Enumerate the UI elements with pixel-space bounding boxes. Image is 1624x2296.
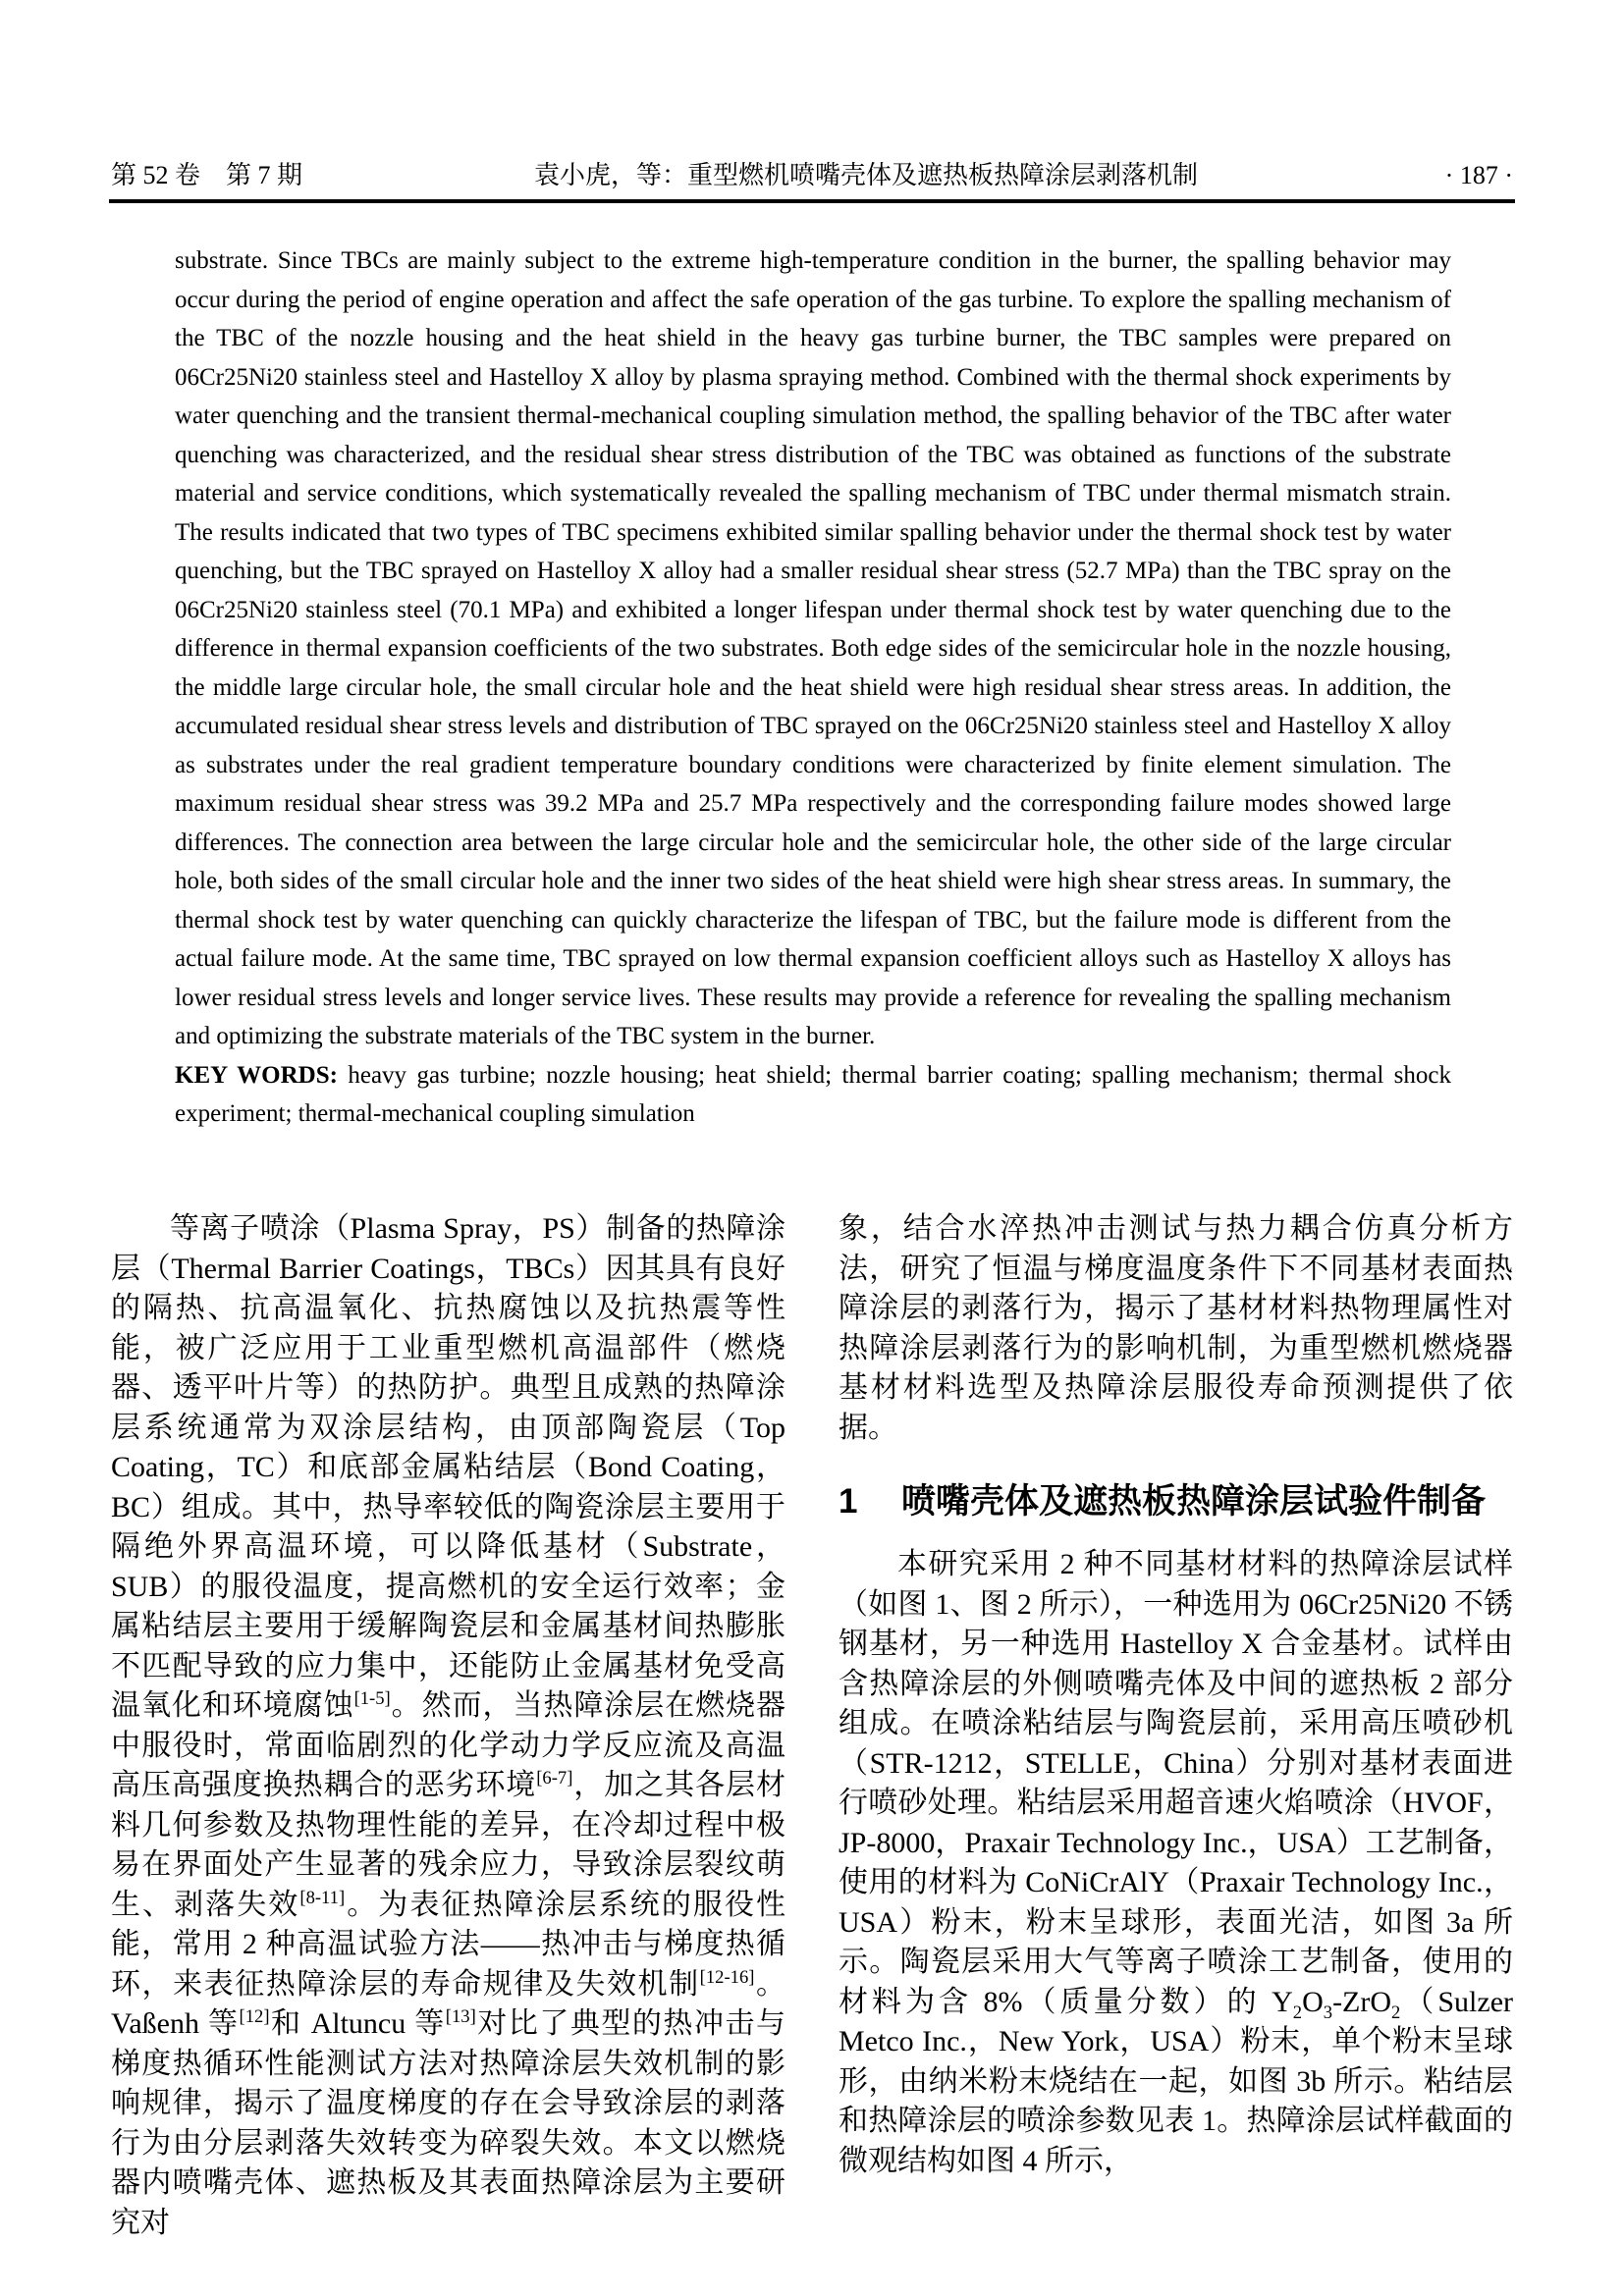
section-1-heading xyxy=(839,1478,1513,1524)
header-page-number: · 187 · xyxy=(1444,161,1513,189)
section-1-number: 1 xyxy=(839,1482,858,1521)
abstract-paragraph: substrate. Since TBCs are mainly subject to the extreme high-temperature condition in the burner, the spalling behavior may occur during the period of engine operation and affect the safe operation of the gas turbine. To explore the spalling mechanism of the TBC of the nozzle housing and the heat shield in the heavy gas turbine burner, the TBC samples were prepared on 06Cr25Ni20 stainless steel and Hastelloy X alloy by plasma spraying method. Combined with the thermal shock experiments by water quenching and the transient thermal-mechanical coupling simulation method, the spalling behavior of the TBC after water quenching was characterized, and the residual shear stress distribution of the TBC was obtained as functions of the substrate material and service conditions, which systematically revealed the spalling mechanism of TBC under thermal mismatch strain. The results indicated that two types of TBC specimens exhibited similar spalling behavior under the thermal shock test by water quenching, but the TBC sprayed on Hastelloy X alloy had a smaller residual shear stress (52.7 MPa) than the TBC spray on the 06Cr25Ni20 stainless steel (70.1 MPa) and exhibited a longer lifespan under thermal shock test by water quenching due to the difference in thermal expansion coefficients of the two substrates. Both edge sides of the semicircular hole in the nozzle housing, the middle large circular hole, the small circular hole and the heat shield were high residual shear stress areas. In addition, the accumulated residual shear stress levels and distribution of TBC sprayed on the 06Cr25Ni20 stainless steel and Hastelloy X alloy as substrates under the real gradient temperature boundary conditions were characterized by finite element simulation. The maximum residual shear stress was 39.2 MPa and 25.7 MPa respectively and the corresponding failure modes showed large differences. The connection area between the large circular hole and the semicircular hole, the other side of the large circular hole, both sides of the small circular hole and the inner two sides of the heat shield were high shear stress areas. In summary, the thermal shock test by water quenching can quickly characterize the lifespan of TBC, but the failure mode is different from the actual failure mode. At the same time, TBC sprayed on low thermal expansion coefficient alloys such as Hastelloy X alloys has lower residual stress levels and longer service lives. These results may provide a reference for revealing the spalling mechanism and optimizing the substrate materials of the TBC system in the burner. xyxy=(175,247,1451,1049)
intro-paragraph-continued: 象，结合水淬热冲击测试与热力耦合仿真分析方法，研究了恒温与梯度温度条件下不同基材表面热障涂层的剥落行为，揭示了基材材料热物理属性对热障涂层剥落行为的影响机制，为重型燃机燃烧器基材材料选型及热障涂层服役寿命预测提供了依据。 xyxy=(839,1212,1513,1444)
two-column-body xyxy=(111,1209,1513,2243)
header-running-title: 袁小虎，等：重型燃机喷嘴壳体及遮热板热障涂层剥落机制 xyxy=(533,161,1198,189)
left-column xyxy=(111,1209,785,2243)
abstract-section xyxy=(175,241,1451,1134)
right-column xyxy=(839,1209,1513,2243)
section-1-paragraph: 本研究采用 2 种不同基材材料的热障涂层试样（如图 1、图 2 所示），一种选用为 06Cr25Ni20 不锈钢基材，另一种选用 Hastelloy X 合金基材。试样由含热障涂层的外侧喷嘴壳体及中间的遮热板 2 部分组成。在喷涂粘结层与陶瓷层前，采用高压喷砂机（STR-1212，STELLE，China）分别对基材表面进行喷砂处理。粘结层采用超音速火焰喷涂（HVOF，JP-8000，Praxair Technology Inc.，USA）工艺制备，使用的材料为 CoNiCrAlY（Praxair Technology Inc.，USA）粉末，粉末呈球形，表面光洁，如图 3a 所示。陶瓷层采用大气等离子喷涂工艺制备，使用的材料为含 8%（质量分数）的 $Y_2O_3-ZrO_2(Sulzer$ Metco Inc.，New York，USA）粉末，单个粉末呈球形，由纳米粉末烧结在一起，如图 3b 所示。粘结层和热障涂层的喷涂参数见表 1。热障涂层试样截面的微观结构如图 4 所示， xyxy=(839,1548,1514,2177)
header-volume-issue: 第 52 卷 第 7 期 xyxy=(111,161,303,189)
keywords-paragraph: KEY WORDS: heavy gas turbine; nozzle housing; heat shield; thermal barrier coating; spalling mechanism; thermal shock experiment; thermal-mechanical coupling simulation xyxy=(175,1061,1451,1127)
section-1-title: 喷嘴壳体及遮热板热障涂层试验件制备 xyxy=(901,1482,1487,1521)
page-header xyxy=(111,155,1513,191)
header-rule xyxy=(109,199,1515,203)
intro-paragraph: 等离子喷涂（Plasma Spray，PS）制备的热障涂层（Thermal Barrier Coatings，TBCs）因其具有良好的隔热、抗高温氧化、抗热腐蚀以及抗热震等性能，被广泛应用于工业重型燃机高温部件（燃烧器、透平叶片等）的热防护。典型且成熟的热障涂层系统通常为双涂层结构，由顶部陶瓷层（Top Coating，TC）和底部金属粘结层（Bond Coating，BC）组成。其中，热导率较低的陶瓷涂层主要用于隔绝外界高温环境，可以降低基材（Substrate，SUB）的服役温度，提高燃机的安全运行效率；金属粘结层主要用于缓解陶瓷层和金属基材间热膨胀不匹配导致的应力集中，还能防止金属基材免受高温氧化和环境腐蚀[1-5]。然而，当热障涂层在燃烧器中服役时，常面临剧烈的化学动力学反应流及高温高压高强度换热耦合的恶劣环境[6-7]，加之其各层材料几何参数及热物理性能的差异，在冷却过程中极易在界面处产生显著的残余应力，导致涂层裂纹萌生、剥落失效[8-11]。为表征热障涂层系统的服役性能，常用 2 种高温试验方法——热冲击与梯度热循环，来表征热障涂层的寿命规律及失效机制[12-16]。Vaßenh 等[12]和 Altuncu 等[13]对比了典型的热冲击与梯度热循环性能测试方法对热障涂层失效机制的影响规律，揭示了温度梯度的存在会导致涂层的剥落行为由分层剥落失效转变为碎裂失效。本文以燃烧器内喷嘴壳体、遮热板及其表面热障涂层为主要研究对 xyxy=(111,1212,786,2239)
